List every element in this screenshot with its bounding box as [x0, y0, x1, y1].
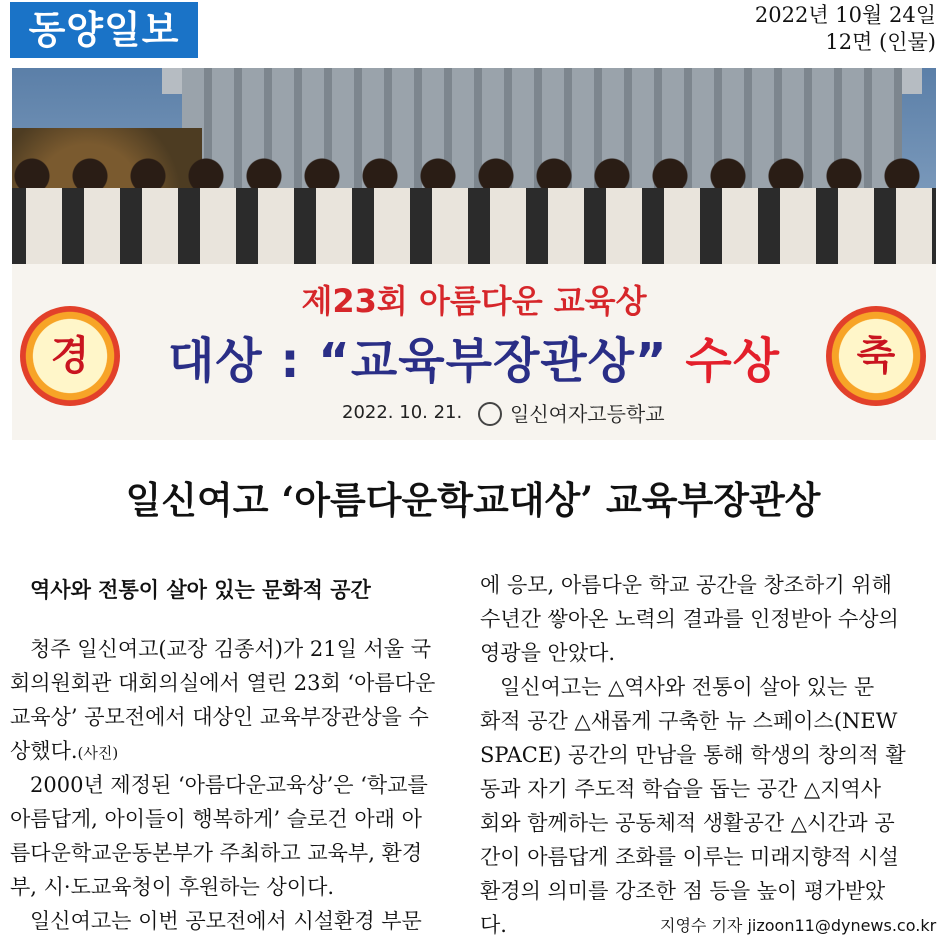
body-line: 름다운학교운동본부가 주최하고 교육부, 환경	[10, 841, 423, 865]
award-banner	[12, 264, 936, 440]
article-column-left	[10, 632, 460, 938]
body-line: 2000년 제정된 ‘아름다운교육상’은 ‘학교를	[30, 773, 428, 797]
body-line: 교육상’ 공모전에서 대상인 교육부장관상을 수	[10, 705, 429, 729]
photo-note: (사진)	[77, 744, 119, 762]
body-line: 간이 아름답게 조화를 이루는 미래지향적 시설	[480, 845, 899, 869]
body-line: 동과 자기 주도적 학습을 돕는 공간 △지역사	[480, 777, 882, 801]
newspaper-logo: 동양일보	[10, 2, 198, 58]
body-line: 수년간 쌓아온 노력의 결과를 인정받아 수상의	[480, 607, 899, 631]
body-line: 에 응모, 아름다운 학교 공간을 창조하기 위해	[480, 573, 892, 597]
body-line: 영광을 안았다.	[480, 641, 616, 665]
page-section: 12면 (인물)	[825, 30, 936, 54]
article-subhead: 역사와 전통이 살아 있는 문화적 공간	[30, 578, 371, 602]
article-photo	[12, 68, 936, 440]
body-line: 아름답게, 아이들이 행복하게’ 슬로건 아래 아	[10, 807, 422, 831]
body-line: 다.	[480, 913, 507, 937]
body-line: 회와 함께하는 공동체적 생활공간 △시간과 공	[480, 811, 895, 835]
body-line: 청주 일신여고(교장 김종서)가 21일 서울 국	[30, 637, 432, 661]
publication-date: 2022년 10월 24일	[754, 3, 936, 27]
body-line: 일신여고는 △역사와 전통이 살아 있는 문	[500, 675, 875, 699]
school-emblem-icon	[478, 402, 502, 426]
banner-award-line	[12, 322, 936, 391]
body-line: SPACE) 공간의 만남을 통해 학생의 창의적 활	[480, 743, 906, 767]
article-column-right	[480, 568, 940, 942]
body-line-text: 상했다.	[10, 739, 78, 763]
seal-right: 축	[826, 306, 926, 406]
article-headline: 일신여고 ‘아름다운학교대상’ 교육부장관상	[125, 478, 821, 522]
body-line: 회의원회관 대회의실에서 열린 23회 ‘아름다운	[10, 671, 436, 695]
banner-school	[478, 398, 665, 427]
banner-title: 제23회 아름다운 교육상	[301, 282, 647, 320]
body-line	[10, 734, 460, 768]
body-line: 부, 시·도교육청이 후원하는 상이다.	[10, 875, 335, 899]
body-line: 일신여고는 이번 공모전에서 시설환경 부문	[30, 909, 422, 933]
banner-school-name: 일신여자고등학교	[510, 402, 665, 426]
banner-award-name: 대상 : “교육부장관상”	[167, 333, 668, 389]
banner-date: 2022. 10. 21.	[342, 402, 463, 423]
body-line: 화적 공간 △새롭게 구축한 뉴 스페이스(NEW	[480, 709, 898, 733]
body-line: 환경의 의미를 강조한 점 등을 높이 평가받았	[480, 879, 886, 903]
publication-info	[755, 2, 936, 56]
banner-award-suffix: 수상	[685, 333, 781, 389]
seal-left: 경	[20, 306, 120, 406]
reporter-byline: 지영수 기자 jizoon11@dynews.co.kr	[660, 916, 937, 935]
